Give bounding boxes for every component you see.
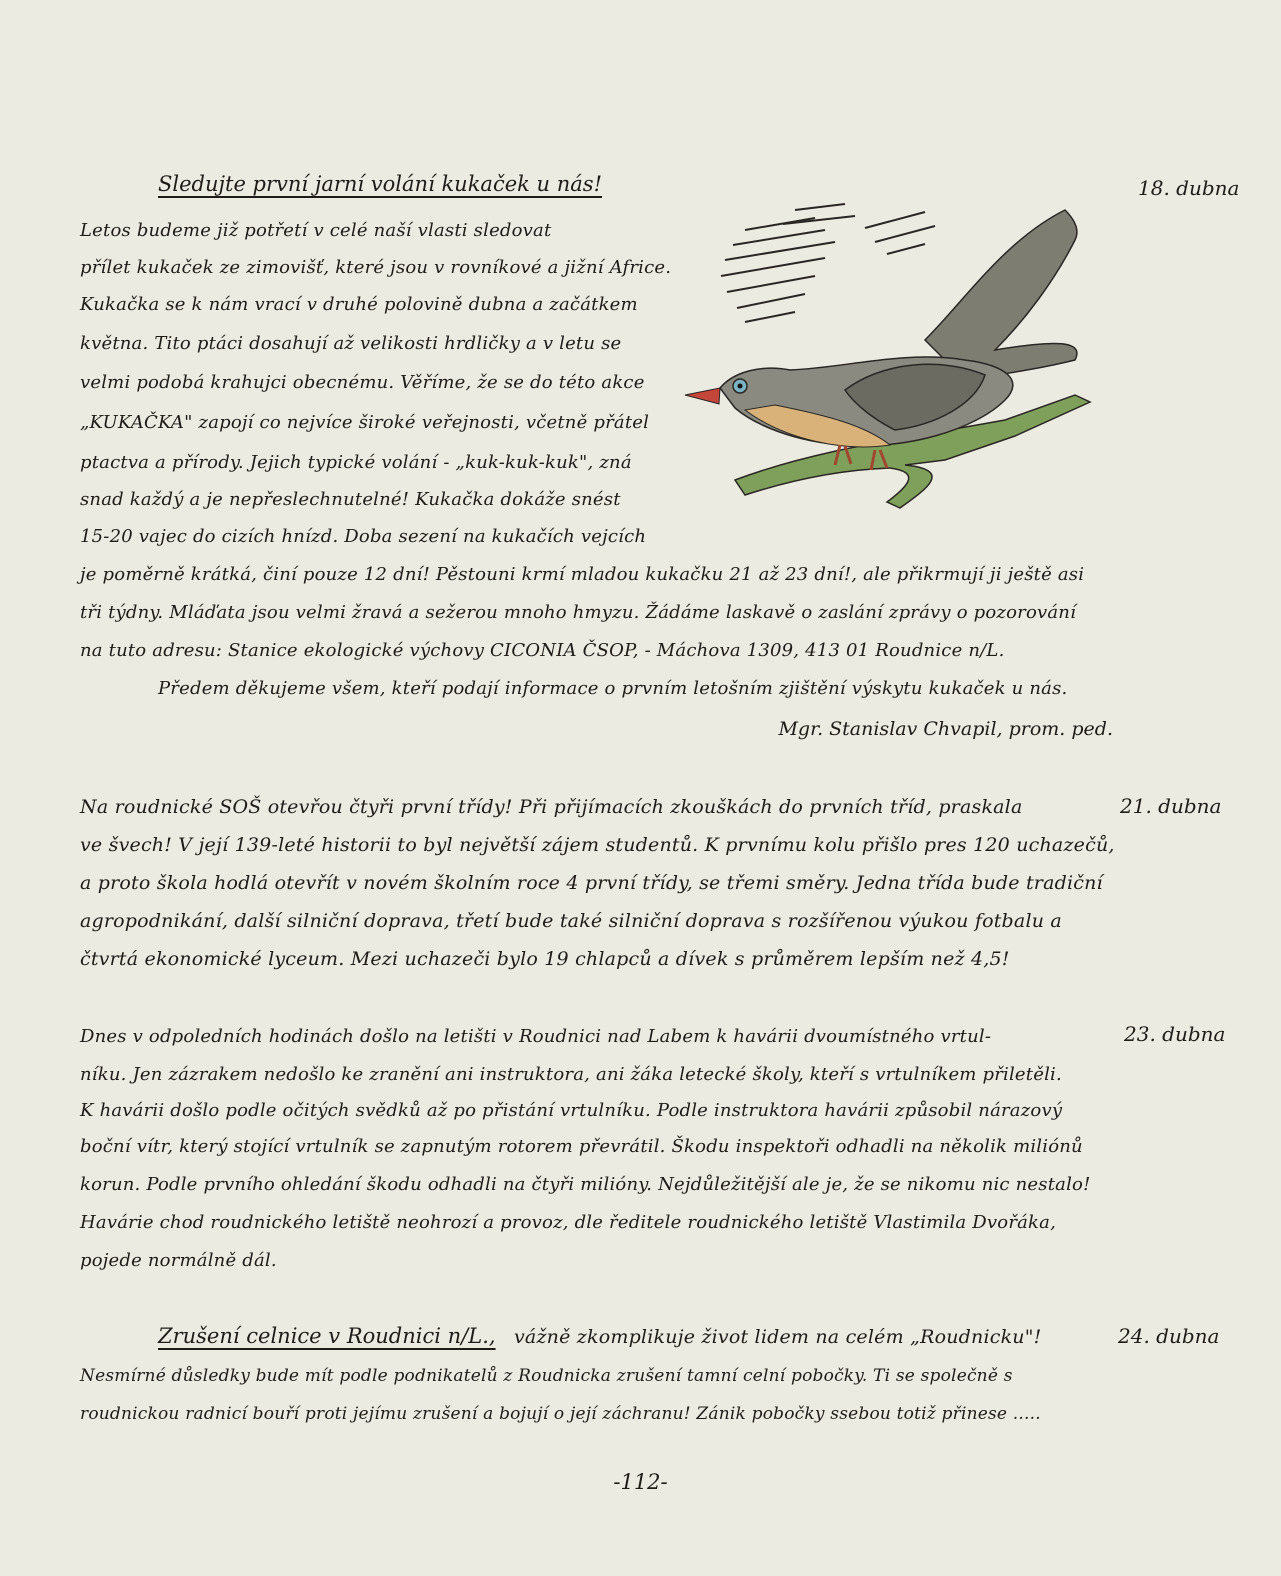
text-line: snad každý a je nepřeslechnutelné! Kukačka dokáže snést [80, 489, 621, 510]
article-heading: Zrušení celnice v Roudnici n/L., [158, 1324, 496, 1348]
bird-beak [685, 388, 720, 404]
bird-tail [925, 210, 1077, 380]
text-line: tři týdny. Mláďata jsou velmi žravá a sežerou mnoho hmyzu. Žádáme laskavě o zaslání zprávy o pozorování [80, 602, 1077, 623]
text-line: Na roudnické SOŠ otevřou čtyři první třídy! Při přijímacích zkouškách do prvních tříd, praskala [80, 796, 1023, 818]
text-line: boční vítr, který stojící vrtulník se zapnutým rotorem převrátil. Škodu inspektoři odhadli na několik miliónů [80, 1136, 1083, 1157]
text-line: Havárie chod roudnického letiště neohrozí a provoz, dle ředitele roudnického letiště Vlastimila Dvořáka, [80, 1212, 1057, 1233]
text-line: Dnes v odpoledních hodinách došlo na letišti v Roudnici nad Labem k havárii dvoumístného vrtul- [80, 1026, 992, 1047]
article-date: 24. dubna [1118, 1324, 1220, 1348]
text-line: Předem děkujeme všem, kteří podají informace o prvním letošním zjištění výskytu kukaček u nás. [158, 678, 1068, 699]
text-line: K havárii došlo podle očitých svědků až po přistání vrtulníku. Podle instruktora havárii způsobil nárazový [80, 1100, 1063, 1121]
article-heading: Sledujte první jarní volání kukaček u nás! [158, 172, 603, 196]
text-line: 15-20 vajec do cizích hnízd. Doba sezení na kukačích vejcích [80, 526, 647, 547]
text-line: „KUKAČKA" zapojí co nejvíce široké veřejnosti, včetně přátel [80, 412, 650, 433]
text-line: ve švech! V její 139-leté historii to byl největší zájem studentů. K prvnímu kolu přišlo pres 120 uchazečů, [80, 834, 1115, 856]
text-line: Kukačka se k nám vrací v druhé polovině dubna a začátkem [80, 294, 638, 315]
text-line: ptactva a přírody. Jejich typické volání - „kuk-kuk-kuk", zná [80, 452, 632, 473]
text-line: agropodnikání, další silniční doprava, třetí bude také silniční doprava s rozšířenou výukou fotbalu a [80, 910, 1062, 932]
text-line: přílet kukaček ze zimovišť, které jsou v rovníkové a jižní Africe. [80, 257, 672, 278]
motion-hatching [721, 204, 935, 322]
text-line: korun. Podle prvního ohledání škodu odhadli na čtyři milióny. Nejdůležitější ale je, že se nikomu nic nestalo! [80, 1174, 1091, 1195]
text-line: pojede normálně dál. [80, 1250, 277, 1271]
article-date: 23. dubna [1124, 1022, 1226, 1046]
page-number: -112- [613, 1470, 668, 1494]
text-line: je poměrně krátká, činí pouze 12 dní! Pěstouni krmí mladou kukačku 21 až 23 dní!, ale přikrmují ji ještě asi [80, 564, 1085, 585]
text-line: roudnickou radnicí bouří proti jejímu zrušení a bojují o její záchranu! Zánik pobočky ssebou totiž přinese ..... [80, 1404, 1041, 1424]
text-line: na tuto adresu: Stanice ekologické výchovy CICONIA ČSOP, - Máchova 1309, 413 01 Roudnice n/L. [80, 640, 1005, 661]
text-line: níku. Jen zázrakem nedošlo ke zranění ani instruktora, ani žáka letecké školy, kteří s vrtulníkem přiletěli. [80, 1064, 1062, 1085]
article-date: 18. dubna [1138, 176, 1240, 200]
article-heading-rest: vážně zkomplikuje život lidem na celém „Roudnicku"! [514, 1326, 1042, 1348]
text-line: května. Tito ptáci dosahují až velikosti hrdličky a v letu se [80, 333, 622, 354]
cuckoo-illustration [675, 190, 1115, 520]
article-date: 21. dubna [1120, 794, 1222, 818]
text-line: a proto škola hodlá otevřít v novém školním roce 4 první třídy, se třemi směry. Jedna třída bude tradiční [80, 872, 1103, 894]
text-line: Nesmírné důsledky bude mít podle podnikatelů z Roudnicka zrušení tamní celní pobočky. Ti se společně s [80, 1366, 1013, 1386]
text-line: čtvrtá ekonomické lyceum. Mezi uchazeči bylo 19 chlapců a dívek s průměrem lepším než 4,5! [80, 948, 1010, 970]
text-line: velmi podobá krahujci obecnému. Věříme, že se do této akce [80, 372, 645, 393]
signature: Mgr. Stanislav Chvapil, prom. ped. [778, 718, 1113, 740]
text-line: Letos budeme již potřetí v celé naší vlasti sledovat [80, 220, 552, 241]
